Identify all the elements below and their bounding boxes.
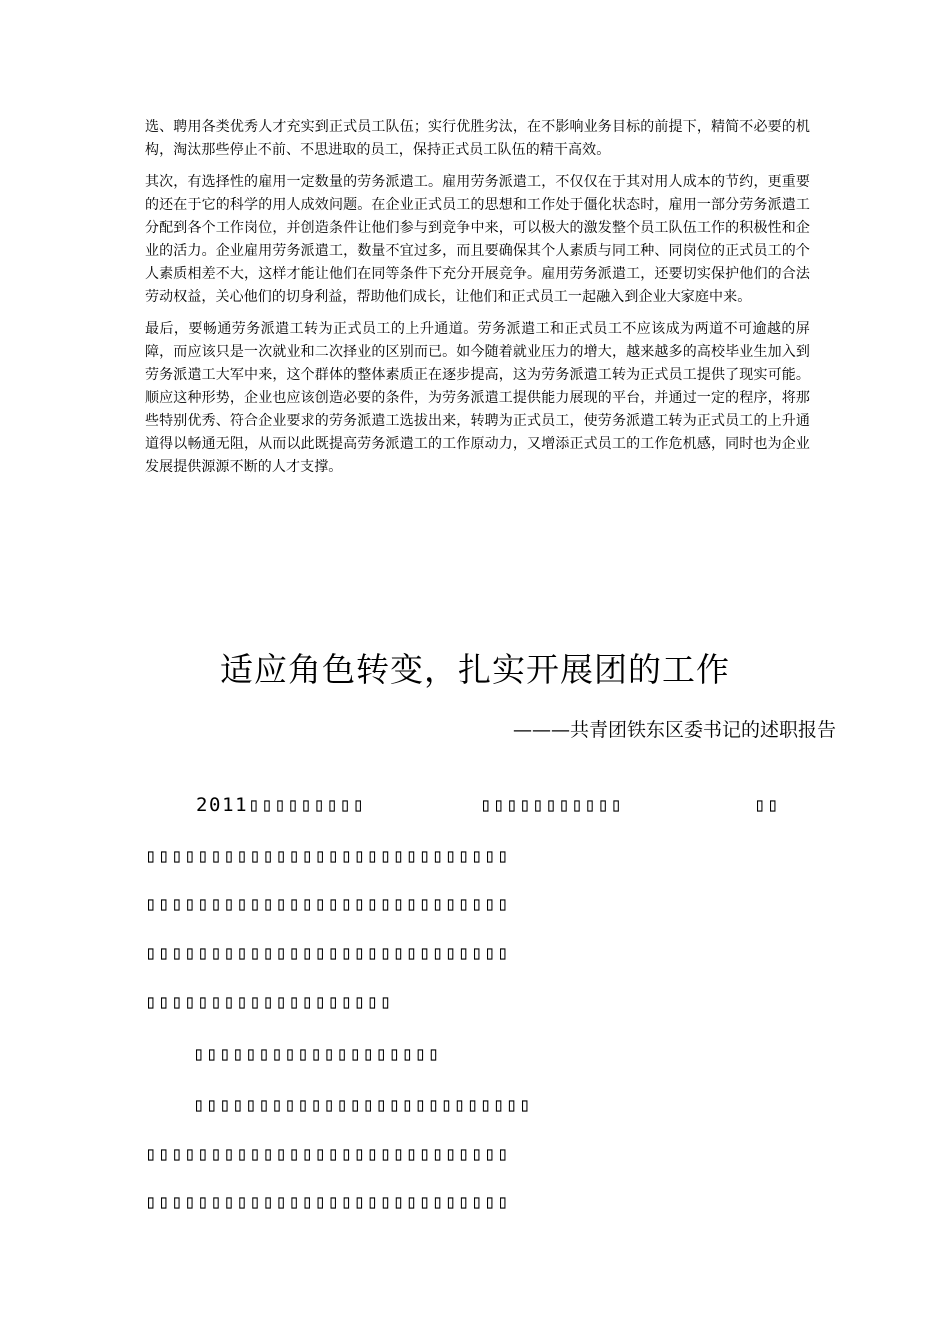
garbled-line-5: ▯▯▯▯▯▯▯▯▯▯▯▯▯▯▯▯▯▯▯ bbox=[145, 991, 393, 1013]
paragraph-recruitment: 选、聘用各类优秀人才充实到正式员工队伍；实行优胜劣汰，在不影响业务目标的前提下，精简不必要的机构，淘汰那些停止不前、不思进取的员工，保持正式员工队伍的精干高效。 bbox=[145, 119, 810, 158]
garbled-line-9: ▯▯▯▯▯▯▯▯▯▯▯▯▯▯▯▯▯▯▯▯▯▯▯▯▯▯▯▯ bbox=[145, 1191, 511, 1213]
paragraph-dispatch-workers: 其次，有选择性的雇用一定数量的劳务派遣工。雇用劳务派遣工，不仅仅在于其对用人成本的节约，更重要的还在于它的科学的用人成效问题。在企业正式员工的思想和工作处于僵化状态时，雇用一部分劳务派遣工分配到各个工作岗位，并创造条件让他们参与到竞争中来，可以极大的激发整个员工队伍工作的积极性和企业的活力。企业雇用劳务派遣工，数量不宜过多，而且要确保其个人素质与同工种、同岗位的正式员工的个人素质相差不大，这样才能让他们在同等条件下充分开展竞争。雇用劳务派遣工，还要切实保护他们的合法劳动权益，关心他们的切身利益，帮助他们成长，让他们和正式员工一起融入到企业大家庭中来。 bbox=[145, 174, 810, 305]
garbled-line-1c: ▯▯ bbox=[754, 794, 781, 816]
report-title: 适应角色转变，扎实开展团的工作 bbox=[220, 650, 730, 689]
garbled-line-4: ▯▯▯▯▯▯▯▯▯▯▯▯▯▯▯▯▯▯▯▯▯▯▯▯▯▯▯▯ bbox=[145, 942, 511, 964]
garbled-line-7: ▯▯▯▯▯▯▯▯▯▯▯▯▯▯▯▯▯▯▯▯▯▯▯▯▯▯ bbox=[193, 1094, 533, 1116]
garbled-line-1a: 2011▯▯▯▯▯▯▯▯▯ bbox=[196, 794, 366, 816]
report-subtitle: ———共青团铁东区委书记的述职报告 bbox=[512, 719, 836, 741]
body-text bbox=[145, 116, 810, 488]
garbled-line-2: ▯▯▯▯▯▯▯▯▯▯▯▯▯▯▯▯▯▯▯▯▯▯▯▯▯▯▯▯ bbox=[145, 845, 511, 867]
garbled-line-8: ▯▯▯▯▯▯▯▯▯▯▯▯▯▯▯▯▯▯▯▯▯▯▯▯▯▯▯▯ bbox=[145, 1143, 511, 1165]
garbled-line-1b: ▯▯▯▯▯▯▯▯▯▯▯ bbox=[480, 794, 624, 816]
garbled-line-3: ▯▯▯▯▯▯▯▯▯▯▯▯▯▯▯▯▯▯▯▯▯▯▯▯▯▯▯▯ bbox=[145, 893, 511, 915]
paragraph-promotion-channel: 最后，要畅通劳务派遣工转为正式员工的上升通道。劳务派遣工和正式员工不应该成为两道不可逾越的屏障，而应该只是一次就业和二次择业的区别而已。如今随着就业压力的增大，越来越多的高校毕业生加入到劳务派遣工大军中来，这个群体的整体素质正在逐步提高，这为劳务派遣工转为正式员工提供了现实可能。顺应这种形势，企业也应该创造必要的条件，为劳务派遣工提供能力展现的平台，并通过一定的程序，将那些特别优秀、符合企业要求的劳务派遣工选拔出来，转聘为正式员工，使劳务派遣工转为正式员工的上升通道得以畅通无阻，从而以此既提高劳务派遣工的工作原动力，又增添正式员工的工作危机感，同时也为企业发展提供源源不断的人才支撑。 bbox=[145, 321, 810, 475]
garbled-line-6: ▯▯▯▯▯▯▯▯▯▯▯▯▯▯▯▯▯▯▯ bbox=[193, 1043, 441, 1065]
